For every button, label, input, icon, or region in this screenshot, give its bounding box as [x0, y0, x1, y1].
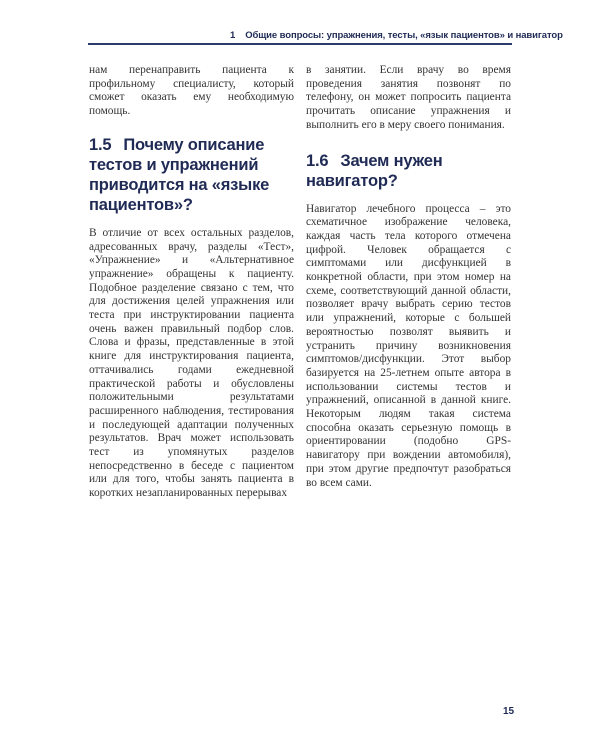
header-chapter-title: Общие вопросы: упражнения, тесты, «язык пациентов» и навигатор — [245, 30, 563, 41]
right-column — [306, 64, 511, 490]
left-paragraph-main: В отличие от всех остальных разделов, адресованных врачу, разделы «Тест», «Упражнение» и «Альтернативное упражнение» обращены к пациенту. Подобное разделение связано с тем, что для достижения целей упражнения или теста при инструктировании пациента очень важен правильный подбор слов. Слова и фразы, представленные в этой книге для инструктирования пациента, оттачивались годами ежедневной практической работы и обусловлены положительными результатами расширенного наблюдения, тестирования и последующей адаптации полученных результатов. Врач может использовать тест из упомянутых разделов непосредственно в беседе с пациентом или для того, чтобы занять пациента в коротких незапланированных перерывах — [89, 226, 294, 500]
left-paragraph-continued: нам перенаправить пациента к профильному специалисту, который сможет оказать ему необходимую помощь. — [89, 64, 294, 118]
right-paragraph-main: Навигатор лечебного процесса – это схематичное изображение человека, каждая часть тела которого отмечена цифрой. Человек обращается с симптомами или дисфункцией в конкретной области, при этом номер на схеме, соответствующий данной области, позволяет врачу выбрать серию тестов или упражнений, которые с большей вероятностью позволят выявить и устранить причину возникновения симптомов/дисфункции. Этот выбор базируется на 25-летнем опыте автора в использовании системы тестов и упражнений, описанной в данной книге. Некоторым людям такая система способна оказать серьезную помощь в ориентировании (подобно GPS-навигатору при вождении автомобиля), при этом другие предпочтут разобраться во всем сами. — [306, 202, 511, 489]
header-chapter-number: 1 — [230, 30, 236, 41]
section-title: Почему описание тестов и упражнений приводится на «языке пациентов»? — [89, 135, 270, 214]
page-number: 15 — [503, 706, 515, 717]
running-header — [230, 30, 563, 41]
section-title: Зачем нужен навигатор? — [306, 151, 443, 190]
section-heading-1-5 — [89, 135, 294, 215]
left-column — [89, 64, 294, 501]
section-heading-1-6 — [306, 151, 511, 191]
section-number: 1.6 — [306, 151, 329, 170]
header-rule — [88, 43, 512, 45]
right-paragraph-continued: в занятии. Если врачу во время проведения занятия позвонят по телефону, он может попросить пациента прочитать описание упражнения и выполнить его в меру своего понимания. — [306, 64, 511, 131]
section-number: 1.5 — [89, 135, 112, 154]
